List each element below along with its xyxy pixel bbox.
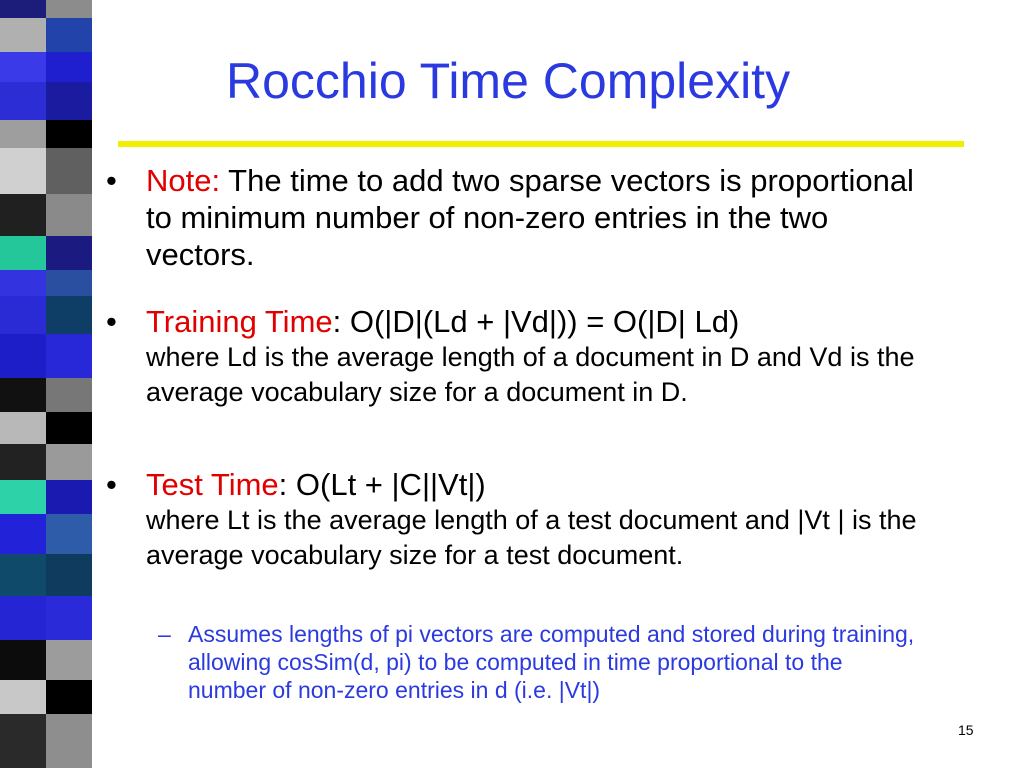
stripe-block	[0, 596, 46, 640]
stripe-block	[46, 514, 92, 554]
slide-title: Rocchio Time Complexity	[226, 53, 791, 109]
sub-bullet-text: Assumes lengths of pi vectors are computed and stored during training, allowing cosSim(d, pi) to be computed in time proportional to the number of non-zero entries in d (i.e. |Vt|)	[188, 621, 915, 703]
stripe-block	[0, 680, 46, 714]
stripe-block	[46, 334, 92, 378]
stripe-block	[0, 714, 46, 768]
stripe-block	[0, 0, 46, 18]
stripe-block	[0, 82, 46, 120]
bullet-dot-icon: •	[106, 467, 117, 502]
decorative-stripe	[0, 0, 92, 768]
stripe-block	[0, 296, 46, 334]
bullet-dot-icon: •	[106, 304, 117, 339]
stripe-block	[46, 82, 92, 120]
stripe-block	[46, 412, 92, 444]
stripe-block	[46, 236, 92, 270]
page-number: 15	[958, 722, 974, 738]
title-underline	[118, 141, 964, 147]
bullet-note	[106, 162, 936, 273]
stripe-block	[0, 640, 46, 680]
dash-icon: –	[158, 621, 171, 647]
stripe-block	[46, 296, 92, 334]
stripe-block	[46, 18, 92, 52]
stripe-block	[0, 444, 46, 480]
stripe-block	[0, 270, 46, 296]
stripe-block	[46, 270, 92, 296]
stripe-block	[46, 480, 92, 514]
stripe-block	[0, 120, 46, 148]
stripe-block	[46, 0, 92, 18]
stripe-block	[46, 680, 92, 714]
explanation: where Lt is the average length of a test document and |Vt | is the average vocabulary size for a test document.	[146, 505, 917, 570]
stripe-block	[0, 378, 46, 412]
explanation: where Ld is the average length of a document in D and Vd is the average vocabulary size for a document in D.	[146, 342, 915, 407]
stripe-block	[46, 378, 92, 412]
formula: O(Lt + |C||Vt|)	[295, 467, 486, 502]
bullet-training-time: • Training Time: O(|D|(Ld + |Vd|)) = O(|D| Ld) where Ld is the average length of a document in D and Vd is the average vocabulary size for a document in D.	[106, 303, 936, 410]
stripe-block	[0, 18, 46, 52]
stripe-block	[0, 554, 46, 596]
stripe-block	[0, 236, 46, 270]
formula: O(|D|(Ld + |Vd|)) = O(|D| Ld)	[349, 304, 740, 339]
bullet-label: Test Time	[146, 467, 279, 502]
stripe-block	[46, 714, 92, 768]
stripe-block	[46, 444, 92, 480]
stripe-block	[46, 148, 92, 194]
stripe-block	[0, 334, 46, 378]
bullet-label: Training Time	[146, 304, 333, 339]
stripe-block	[0, 52, 46, 82]
bullet-label: Note:	[146, 163, 221, 198]
stripe-block	[46, 52, 92, 82]
sub-bullet	[158, 620, 918, 704]
stripe-block	[46, 554, 92, 596]
bullet-text: The time to add two sparse vectors is proportional to minimum number of non-zero entries in the two vectors.	[146, 163, 914, 272]
stripe-block	[46, 640, 92, 680]
stripe-block	[46, 596, 92, 640]
bullet-test-time: • Test Time: O(Lt + |C||Vt|) where Lt is the average length of a test document and |Vt | is the average vocabulary size for a test document.	[106, 466, 936, 573]
stripe-block	[0, 514, 46, 554]
bullet-dot-icon: •	[106, 163, 117, 198]
stripe-block	[46, 120, 92, 148]
stripe-block	[0, 412, 46, 444]
stripe-block	[0, 480, 46, 514]
stripe-block	[46, 194, 92, 236]
stripe-block	[0, 194, 46, 236]
stripe-block	[0, 148, 46, 194]
